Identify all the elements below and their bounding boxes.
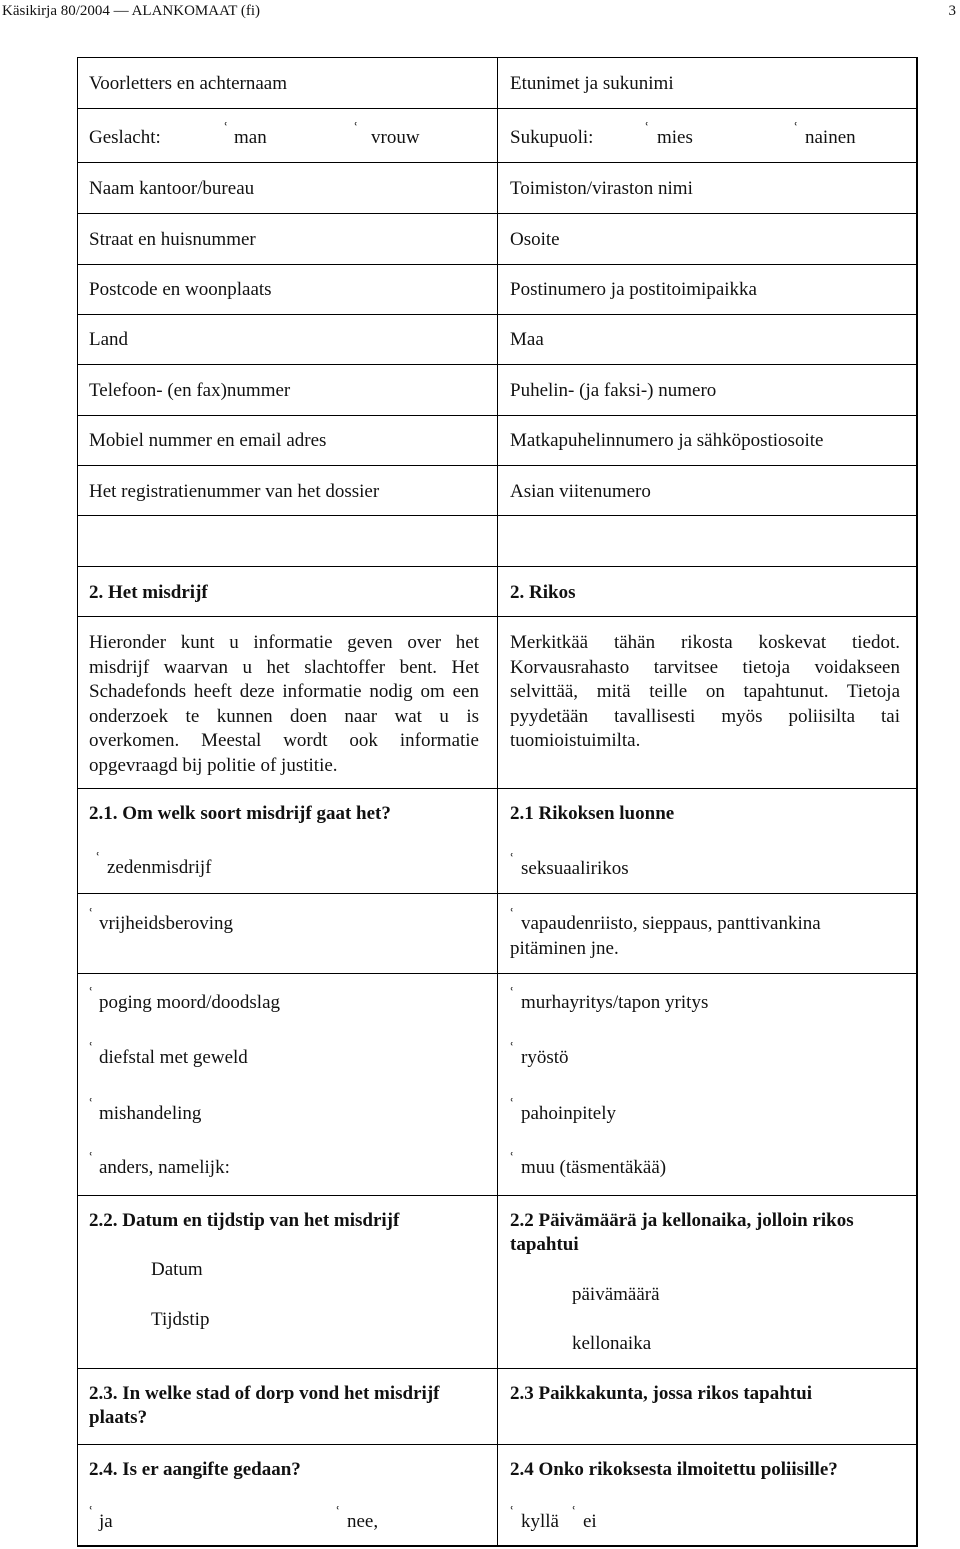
label-phone-fi: Puhelin- (ja faksi-) numero [510, 380, 717, 401]
option-vapaudenriisto-cont: pitäminen jne. [510, 938, 619, 959]
q24-title-fi: 2.4 Onko rikoksesta ilmoitettu poliisille? [510, 1459, 838, 1480]
checkbox-nee[interactable]: ʿ [336, 1505, 340, 1520]
row-divider [77, 162, 918, 163]
checkbox-diefstal[interactable]: ʿ [89, 1041, 93, 1056]
checkbox-man[interactable]: ʿ [224, 121, 228, 136]
option-muu: muu (täsmentäkää) [521, 1157, 667, 1178]
option-vrijheidsberoving: vrijheidsberoving [99, 913, 234, 934]
label-reference-fi: Asian viitenumero [510, 481, 651, 502]
label-name-nl: Voorletters en achternaam [89, 73, 288, 94]
q21-title-fi: 2.1 Rikoksen luonne [510, 803, 675, 824]
label-gender-fi: Sukupuoli: [510, 127, 594, 148]
q23-title-nl: 2.3. In welke stad of dorp vond het misdrijf [89, 1383, 440, 1404]
option-kylla: kyllä [521, 1511, 559, 1532]
q23-title-fi: 2.3 Paikkakunta, jossa rikos tapahtui [510, 1383, 812, 1404]
checkbox-ryosto[interactable]: ʿ [510, 1041, 514, 1056]
label-reference-nl: Het registratienummer van het dossier [89, 481, 380, 502]
option-man-label: man [234, 127, 267, 148]
checkbox-pahoinpitely[interactable]: ʿ [510, 1097, 514, 1112]
option-nainen-label: nainen [805, 127, 856, 148]
date-field-label-nl: Datum [151, 1259, 203, 1280]
label-office-nl: Naam kantoor/bureau [89, 178, 255, 199]
option-seksuaalirikos: seksuaalirikos [521, 858, 629, 879]
page-header-title: Käsikirja 80/2004 — ALANKOMAAT (fi) [2, 3, 261, 19]
row-divider [77, 465, 918, 466]
option-ei: ei [583, 1511, 597, 1532]
option-poging-moord: poging moord/doodslag [99, 992, 281, 1013]
label-street-nl: Straat en huisnummer [89, 229, 256, 250]
option-vapaudenriisto: vapaudenriisto, sieppaus, panttivankina [521, 913, 821, 934]
row-divider [77, 566, 918, 567]
q23-title-nl-cont: plaats? [89, 1407, 148, 1428]
checkbox-kylla[interactable]: ʿ [510, 1505, 514, 1520]
row-divider [77, 893, 918, 894]
label-mobile-nl: Mobiel nummer en email adres [89, 430, 327, 451]
label-postcode-fi: Postinumero ja postitoimipaikka [510, 279, 757, 300]
option-murhayritys: murhayritys/tapon yritys [521, 992, 709, 1013]
option-mishandeling: mishandeling [99, 1103, 202, 1124]
label-office-fi: Toimiston/viraston nimi [510, 178, 693, 199]
checkbox-ja[interactable]: ʿ [89, 1505, 93, 1520]
row-divider [77, 213, 918, 214]
time-field-label-fi: kellonaika [572, 1333, 652, 1354]
q24-title-nl: 2.4. Is er aangifte gedaan? [89, 1459, 301, 1480]
row-divider [77, 973, 918, 974]
checkbox-nainen[interactable]: ʿ [794, 121, 798, 136]
label-mobile-fi: Matkapuhelinnumero ja sähköpostiosoite [510, 430, 824, 451]
label-phone-nl: Telefoon- (en fax)nummer [89, 380, 291, 401]
section-title-nl: 2. Het misdrijf [89, 582, 208, 603]
row-divider [77, 788, 918, 789]
label-gender-nl: Geslacht: [89, 127, 161, 148]
row-divider [77, 415, 918, 416]
checkbox-mies[interactable]: ʿ [645, 121, 649, 136]
label-country-nl: Land [89, 329, 129, 350]
option-vrouw-label: vrouw [371, 127, 420, 148]
row-divider [77, 1368, 918, 1369]
option-zedenmisdrijf: zedenmisdrijf [107, 857, 212, 878]
row-divider [77, 1444, 918, 1445]
row-divider [77, 1195, 918, 1196]
option-ja: ja [99, 1511, 113, 1532]
q21-title-nl: 2.1. Om welk soort misdrijf gaat het? [89, 803, 391, 824]
row-divider [77, 314, 918, 315]
checkbox-vapaudenriisto[interactable]: ʿ [510, 907, 514, 922]
option-pahoinpitely: pahoinpitely [521, 1103, 616, 1124]
section-intro-fi: Merkitkää tähän rikosta koskevat tiedot. Korvausrahasto tarvitsee tietoja voidakseen selvittää, mitä teille on tapahtunut. Tietoja pyydetään tavallisesti myös poliisilta tai tuomioistuimilta. [510, 632, 900, 751]
option-diefstal: diefstal met geweld [99, 1047, 248, 1068]
checkbox-mishandeling[interactable]: ʿ [89, 1097, 93, 1112]
label-name-fi: Etunimet ja sukunimi [510, 73, 674, 94]
checkbox-vrijheidsberoving[interactable]: ʿ [89, 907, 93, 922]
checkbox-murhayritys[interactable]: ʿ [510, 986, 514, 1001]
time-field-label-nl: Tijdstip [151, 1309, 210, 1330]
row-divider [77, 364, 918, 365]
checkbox-anders[interactable]: ʿ [89, 1151, 93, 1166]
row-divider [77, 616, 918, 617]
q22-title-fi-cont: tapahtui [510, 1234, 579, 1255]
section-title-fi: 2. Rikos [510, 582, 576, 603]
option-nee: nee, [347, 1511, 379, 1532]
column-divider [497, 57, 498, 1547]
label-postcode-nl: Postcode en woonplaats [89, 279, 272, 300]
checkbox-muu[interactable]: ʿ [510, 1151, 514, 1166]
checkbox-ei[interactable]: ʿ [572, 1505, 576, 1520]
row-divider [77, 108, 918, 109]
section-intro-nl: Hieronder kunt u informatie geven over het misdrijf waarvan u het slachtoffer bent. Het Schadefonds heeft deze informatie nodig om een onderzoek te kunnen doen naar wat u is overkomen. Meestal wordt ook informatie opgevraagd bij politie of justitie. [89, 632, 479, 776]
checkbox-vrouw[interactable]: ʿ [354, 121, 358, 136]
checkbox-seksuaalirikos[interactable]: ʿ [510, 852, 514, 867]
option-anders: anders, namelijk: [99, 1157, 230, 1178]
q22-title-fi: 2.2 Päivämäärä ja kellonaika, jolloin rikos [510, 1210, 854, 1231]
row-divider [77, 264, 918, 265]
label-street-fi: Osoite [510, 229, 560, 250]
q22-title-nl: 2.2. Datum en tijdstip van het misdrijf [89, 1210, 400, 1231]
page-number: 3 [948, 3, 956, 19]
checkbox-poging-moord[interactable]: ʿ [89, 986, 93, 1001]
option-ryosto: ryöstö [521, 1047, 569, 1068]
date-field-label-fi: päivämäärä [572, 1284, 660, 1305]
checkbox-zedenmisdrijf[interactable]: ʿ [96, 851, 100, 866]
option-mies-label: mies [657, 127, 693, 148]
label-country-fi: Maa [510, 329, 544, 350]
row-divider [77, 515, 918, 516]
